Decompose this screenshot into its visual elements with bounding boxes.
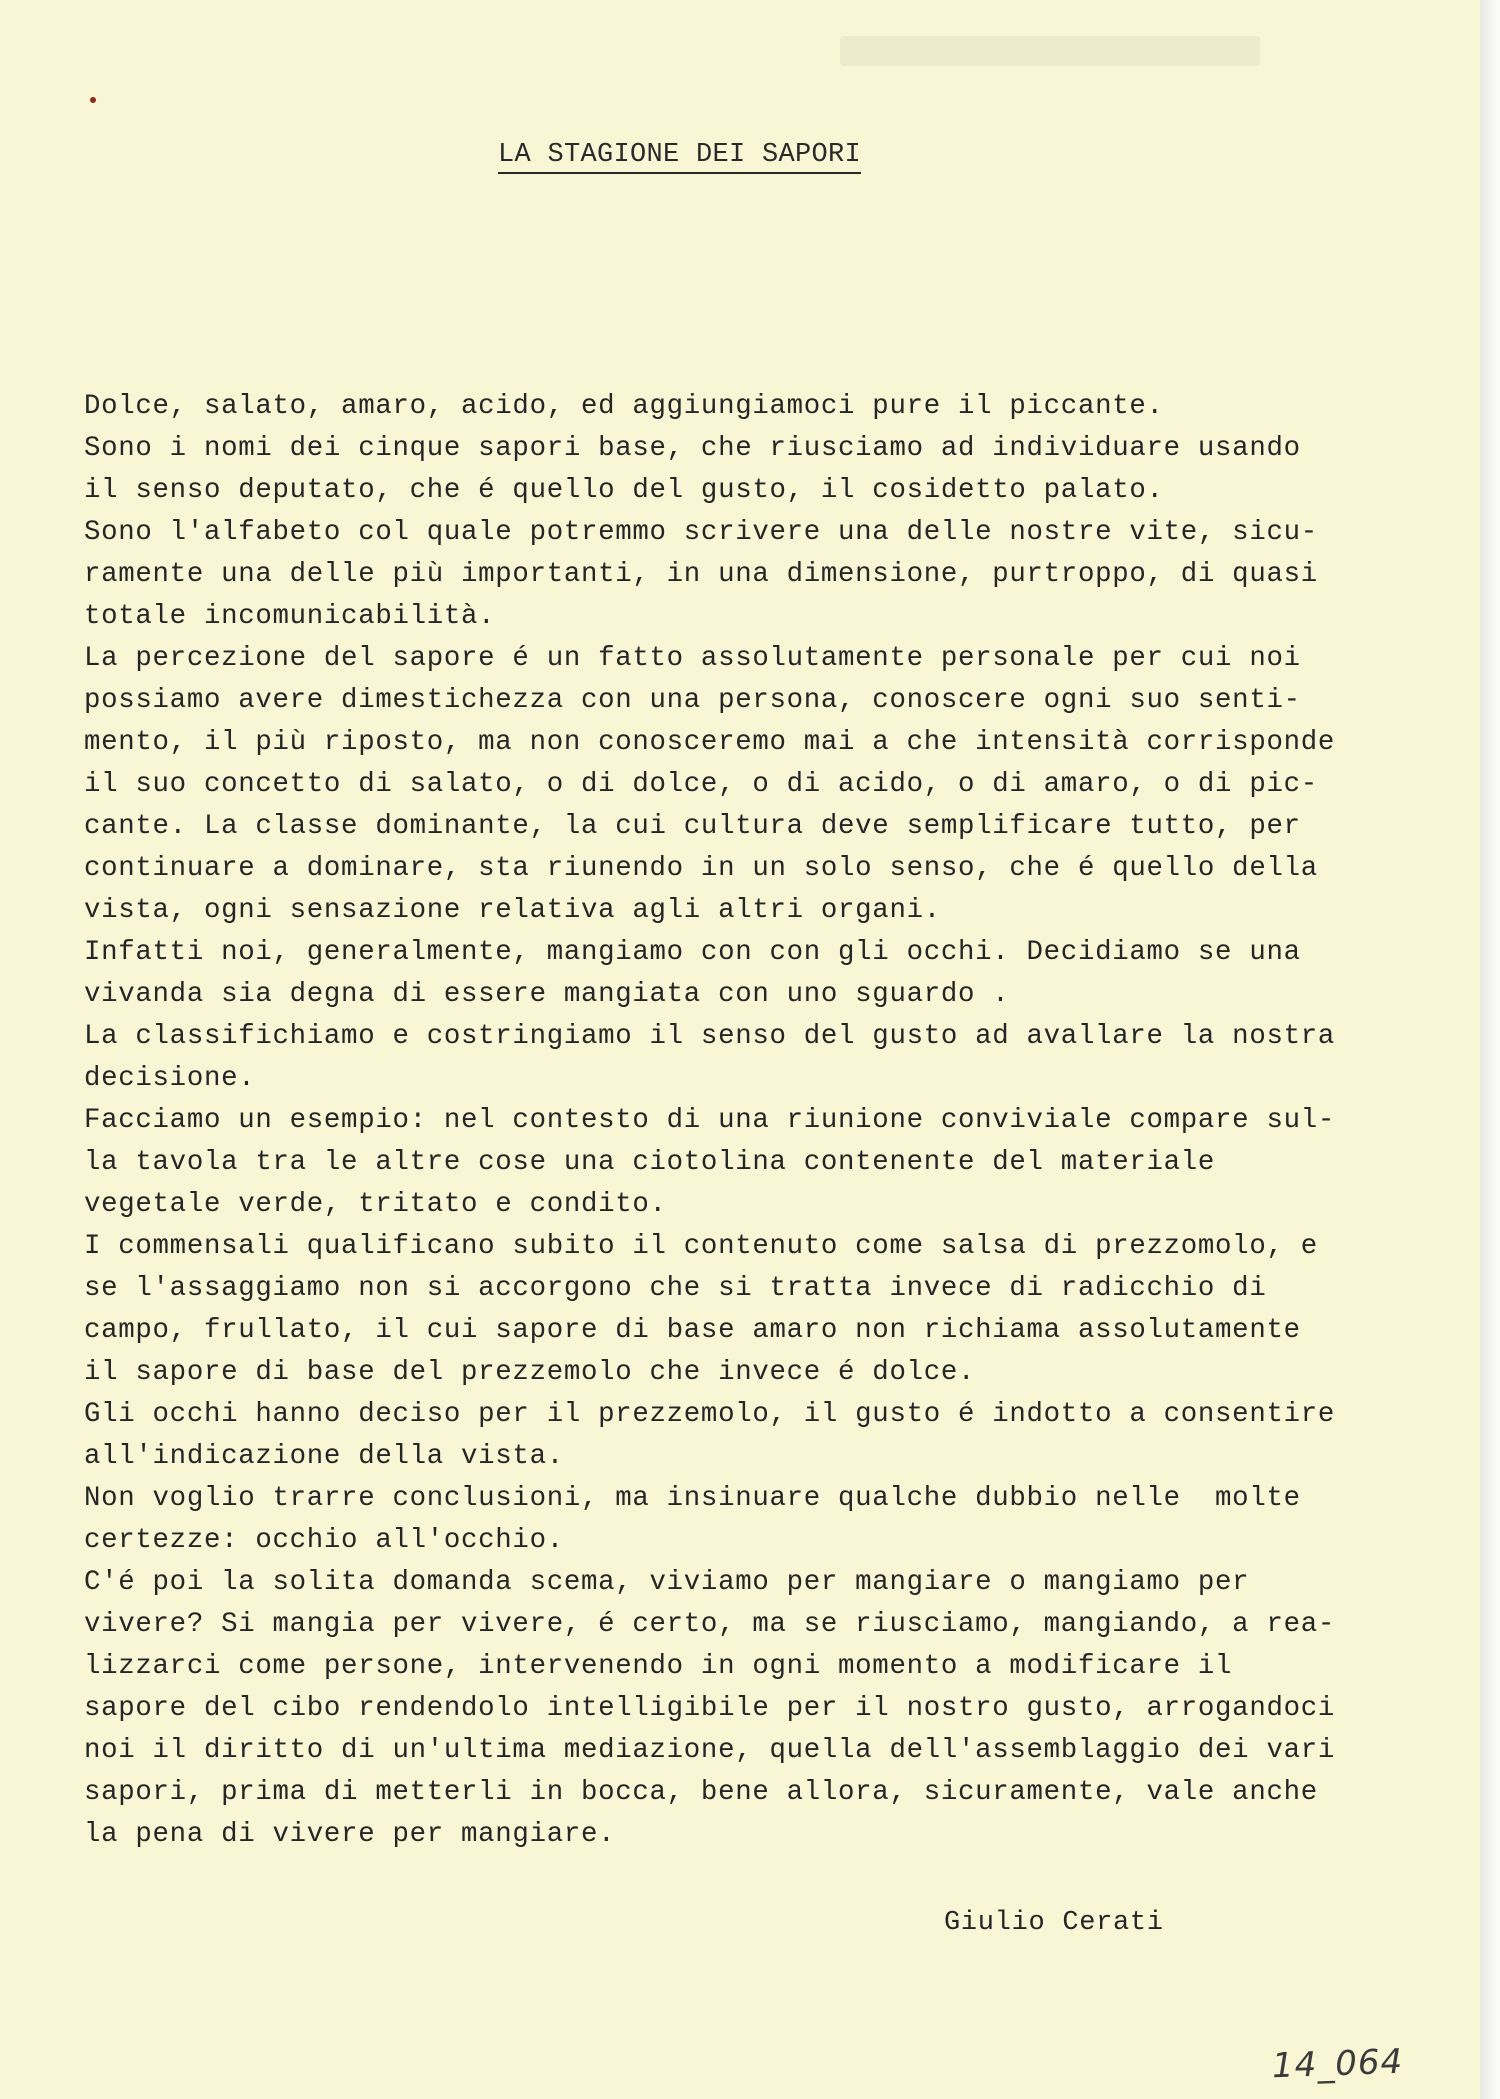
body-line: mento, il più riposto, ma non conosceremo mai a che intensità corrisponde: [84, 727, 1336, 758]
body-line: Sono i nomi dei cinque sapori base, che riusciamo ad individuare usando: [84, 433, 1301, 464]
body-line: se l'assaggiamo non si accorgono che si tratta invece di radicchio di: [84, 1273, 1267, 1304]
body-line: Dolce, salato, amaro, acido, ed aggiungiamoci pure il piccante.: [84, 391, 1164, 422]
body-line: C'é poi la solita domanda scema, viviamo per mangiare o mangiamo per: [84, 1567, 1250, 1598]
body-line: il senso deputato, che é quello del gusto, il cosidetto palato.: [84, 475, 1164, 506]
body-line: il sapore di base del prezzemolo che invece é dolce.: [84, 1357, 976, 1388]
document-body: [84, 386, 1335, 1856]
body-line: Facciamo un esempio: nel contesto di una riunione conviviale compare sul-: [84, 1105, 1336, 1136]
body-line: campo, frullato, il cui sapore di base amaro non richiama assolutamente: [84, 1315, 1301, 1346]
body-line: cante. La classe dominante, la cui cultura deve semplificare tutto, per: [84, 811, 1301, 842]
document-title: LA STAGIONE DEI SAPORI: [498, 140, 861, 174]
body-line: sapori, prima di metterli in bocca, bene allora, sicuramente, vale anche: [84, 1777, 1318, 1808]
body-line: possiamo avere dimestichezza con una persona, conoscere ogni suo senti-: [84, 685, 1301, 716]
ink-dot-mark: [90, 97, 96, 103]
body-line: Gli occhi hanno deciso per il prezzemolo, il gusto é indotto a consentire: [84, 1399, 1336, 1430]
body-line: la tavola tra le altre cose una ciotolina contenente del materiale: [84, 1147, 1216, 1178]
body-line: noi il diritto di un'ultima mediazione, quella dell'assemblaggio dei vari: [84, 1735, 1336, 1766]
body-line: decisione.: [84, 1063, 256, 1094]
body-line: I commensali qualificano subito il contenuto come salsa di prezzomolo, e: [84, 1231, 1318, 1262]
body-line: la pena di vivere per mangiare.: [84, 1819, 616, 1850]
body-line: Non voglio trarre conclusioni, ma insinuare qualche dubbio nelle molte: [84, 1483, 1301, 1514]
author-signature: Giulio Cerati: [944, 1908, 1164, 1938]
body-line: il suo concetto di salato, o di dolce, o di acido, o di amaro, o di pic-: [84, 769, 1318, 800]
show-through-mark: [840, 36, 1260, 66]
body-line: La percezione del sapore é un fatto assolutamente personale per cui noi: [84, 643, 1301, 674]
body-line: vivanda sia degna di essere mangiata con uno sguardo .: [84, 979, 1010, 1010]
body-line: vivere? Si mangia per vivere, é certo, ma se riusciamo, mangiando, a rea-: [84, 1609, 1336, 1640]
body-line: totale incomunicabilità.: [84, 601, 496, 632]
body-line: vegetale verde, tritato e condito.: [84, 1189, 667, 1220]
body-line: vista, ogni sensazione relativa agli altri organi.: [84, 895, 941, 926]
body-line: lizzarci come persone, intervenendo in ogni momento a modificare il: [84, 1651, 1233, 1682]
body-line: Infatti noi, generalmente, mangiamo con con gli occhi. Decidiamo se una: [84, 937, 1301, 968]
scan-edge: [1480, 0, 1500, 2099]
body-line: La classifichiamo e costringiamo il senso del gusto ad avallare la nostra: [84, 1021, 1336, 1052]
body-line: ramente una delle più importanti, in una dimensione, purtroppo, di quasi: [84, 559, 1318, 590]
body-line: sapore del cibo rendendolo intelligibile per il nostro gusto, arrogandoci: [84, 1693, 1336, 1724]
body-line: all'indicazione della vista.: [84, 1441, 564, 1472]
body-line: certezze: occhio all'occhio.: [84, 1525, 564, 1556]
body-line: continuare a dominare, sta riunendo in un solo senso, che é quello della: [84, 853, 1318, 884]
body-line: Sono l'alfabeto col quale potremmo scrivere una delle nostre vite, sicu-: [84, 517, 1318, 548]
archive-code-handwritten: 14_064: [1271, 2041, 1404, 2087]
